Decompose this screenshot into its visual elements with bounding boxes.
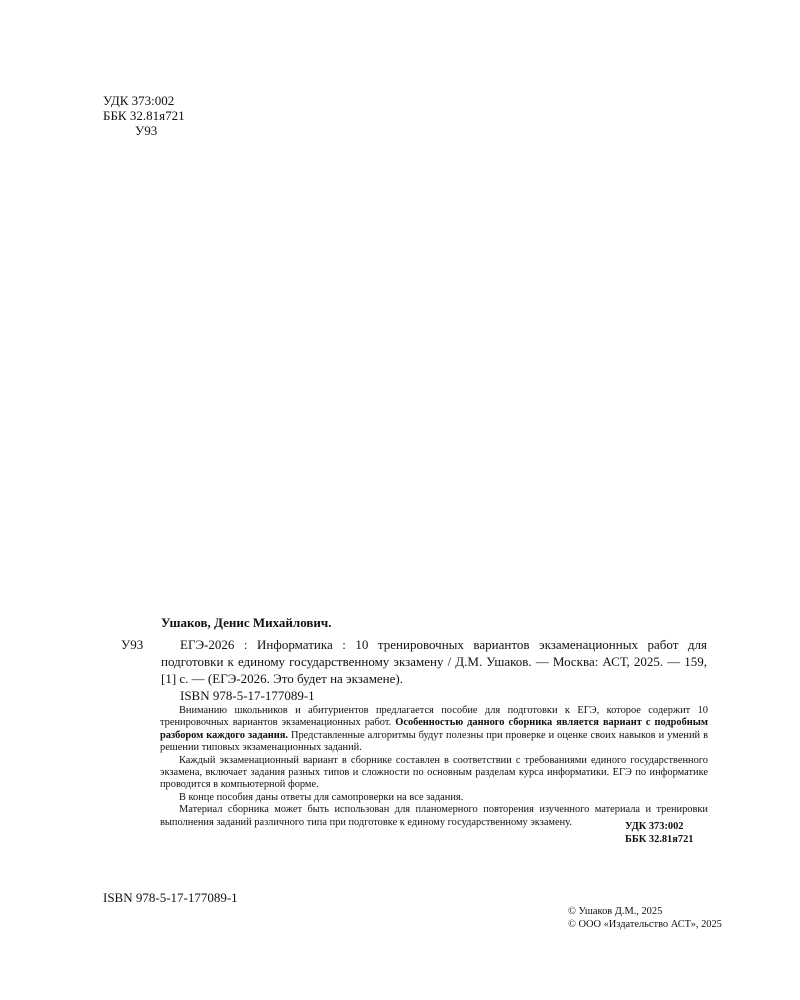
author-name: Ушаков, Денис Михайлович.	[161, 615, 332, 630]
record-isbn: ISBN 978-5-17-177089-1	[180, 688, 315, 703]
copyright-author: © Ушаков Д.М., 2025	[568, 906, 663, 917]
annotation-paragraph-3: В конце пособия даны ответы для самопроверки на все задания.	[179, 791, 464, 803]
annotation-paragraph-4: Материал сборника может быть использован для планомерного повторения изученного материала и тренировки выполнения заданий различного типа при подготовке к единому государственному экзамену.	[160, 804, 708, 828]
copyright-block	[568, 905, 722, 931]
annotation-paragraph-2: Каждый экзаменационный вариант в сборнике составлен в соответствии с требованиями единого государственного экзамена, включает задания разных типов и сложности по основным разделам курса информатики. ЕГЭ по информатике проводится в компьютерной форме.	[160, 754, 708, 791]
annotation-highlight: Особенностью данного сборника является вариант с подробным разбором каждого задания.	[160, 717, 708, 741]
bottom-bbk-code: ББК 32.81я721	[625, 834, 694, 845]
udk-code: УДК 373:002	[103, 93, 175, 108]
record-cutter-code: У93	[121, 637, 144, 652]
cutter-code: У93	[135, 123, 158, 138]
bbk-code: ББК 32.81я721	[103, 108, 185, 123]
title-description: ЕГЭ-2026 : Информатика : 10 тренировочных вариантов экзаменационных работ для подготовки к единому государственному экзамену / Д.М. Ушаков. — Москва: АСТ, 2025. — 159, [1] с. — (ЕГЭ-2026. Это будет на экзамене).	[161, 637, 707, 686]
top-classification	[103, 93, 185, 138]
copyright-publisher: © ООО «Издательство АСТ», 2025	[568, 919, 722, 930]
annotation-paragraph-1: Вниманию школьников и абитуриентов предлагается пособие для подготовки к ЕГЭ, которое содержит 10 тренировочных вариантов экзаменационных работ. Особенностью данного сборника является вариант с подробным разбором каждого задания. Представленные алгоритмы будут полезны при проверке и оценке своих навыков и умений в решении типовых экзаменационных заданий.	[160, 705, 709, 754]
annotation	[160, 705, 708, 829]
bottom-classification	[625, 820, 693, 846]
bottom-udk-code: УДК 373:002	[625, 821, 684, 832]
footer-isbn: ISBN 978-5-17-177089-1	[103, 890, 238, 905]
